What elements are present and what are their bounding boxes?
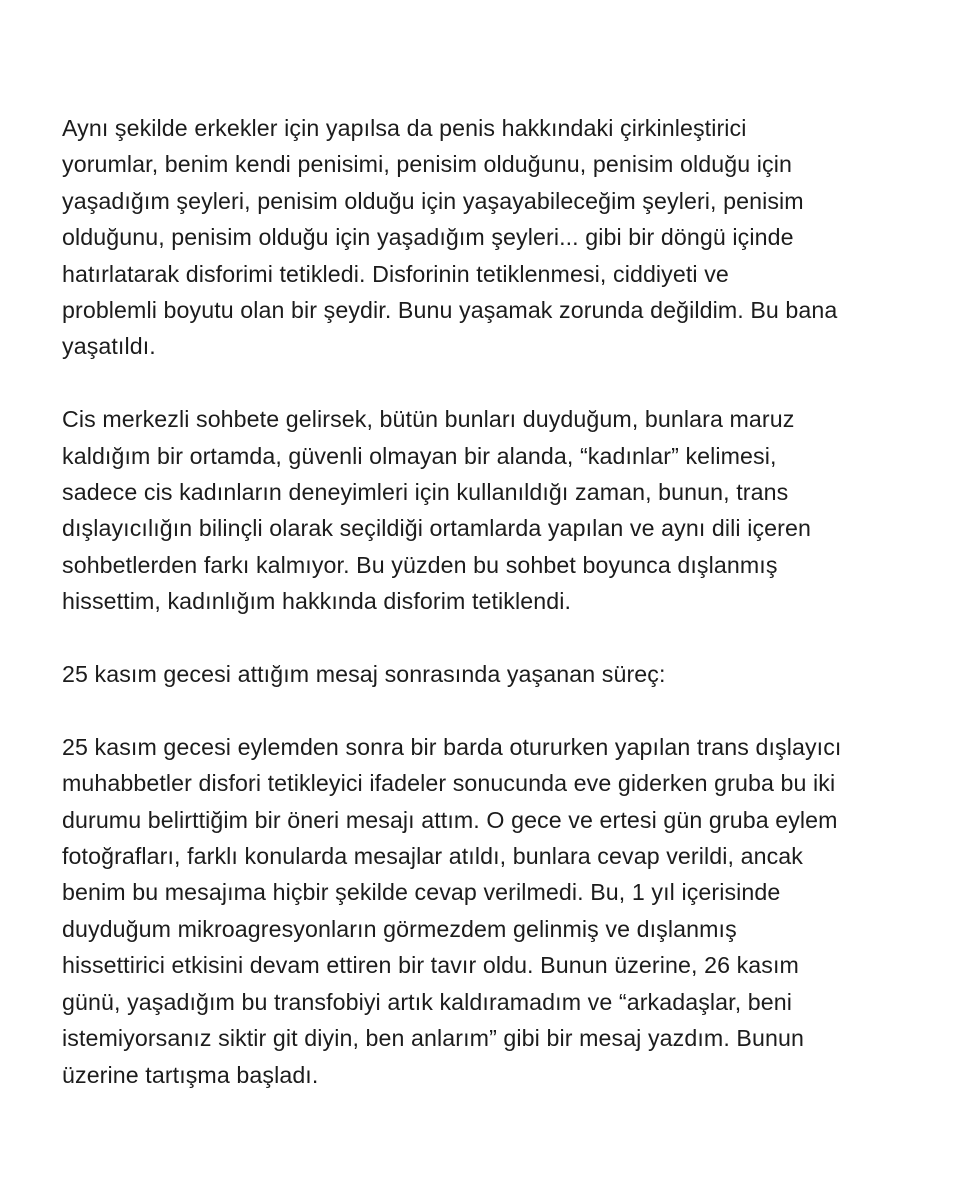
text-line: problemli boyutu olan bir şeydir. Bunu yaşamak zorunda değildim. Bu bana <box>62 297 838 324</box>
text-line: yaşadığım şeyleri, penisim olduğu için yaşayabileceğim şeyleri, penisim <box>62 187 804 214</box>
paragraph-disphoria-penis <box>62 110 960 365</box>
text-line: hatırlatarak disforimi tetikledi. Disforinin tetiklenmesi, ciddiyeti ve <box>62 260 729 287</box>
text-line: muhabbetler disfori tetikleyici ifadeler sonucunda eve giderken gruba bu iki <box>62 770 836 797</box>
text-line: duyduğum mikroagresyonların görmezdem gelinmiş ve dışlanmış <box>62 915 737 942</box>
text-line: yorumlar, benim kendi penisimi, penisim olduğunu, penisim olduğu için <box>62 151 792 178</box>
paragraph-november-25 <box>62 729 960 1093</box>
paragraph-cis-centered-chat <box>62 401 960 619</box>
paragraph-gap <box>62 365 960 401</box>
text-line: kaldığım bir ortamda, güvenli olmayan bir alanda, “kadınlar” kelimesi, <box>62 442 777 469</box>
section-heading-process <box>62 656 960 692</box>
text-line: dışlayıcılığın bilinçli olarak seçildiği ortamlarda yapılan ve aynı dili içeren <box>62 515 811 542</box>
paragraph-gap <box>62 692 960 728</box>
text-line: günü, yaşadığım bu transfobiyi artık kaldıramadım ve “arkadaşlar, beni <box>62 988 793 1015</box>
text-line: 25 kasım gecesi attığım mesaj sonrasında yaşanan süreç: <box>62 661 666 688</box>
text-line: Aynı şekilde erkekler için yapılsa da penis hakkındaki çirkinleştirici <box>62 115 747 141</box>
text-line: Cis merkezli sohbete gelirsek, bütün bunları duyduğum, bunlara maruz <box>62 406 795 433</box>
text-line: hissettim, kadınlığım hakkında disforim tetiklendi. <box>62 588 571 615</box>
paragraph-gap <box>62 620 960 656</box>
text-line: olduğunu, penisim olduğu için yaşadığım şeyleri... gibi bir döngü içinde <box>62 224 794 251</box>
text-line: sohbetlerden farkı kalmıyor. Bu yüzden bu sohbet boyunca dışlanmış <box>62 551 778 578</box>
text-line: hissettirici etkisini devam ettiren bir tavır oldu. Bunun üzerine, 26 kasım <box>62 952 799 979</box>
text-line: fotoğrafları, farklı konularda mesajlar atıldı, bunlara cevap verildi, ancak <box>62 843 803 870</box>
text-line: durumu belirttiğim bir öneri mesajı attım. O gece ve ertesi gün gruba eylem <box>62 806 838 833</box>
text-line: 25 kasım gecesi eylemden sonra bir barda otururken yapılan trans dışlayıcı <box>62 733 842 760</box>
text-line: benim bu mesajıma hiçbir şekilde cevap verilmedi. Bu, 1 yıl içerisinde <box>62 879 781 906</box>
text-line: sadece cis kadınların deneyimleri için kullanıldığı zaman, bunun, trans <box>62 479 789 506</box>
text-line: yaşatıldı. <box>62 333 156 360</box>
text-line: üzerine tartışma başladı. <box>62 1061 319 1088</box>
text-line: istemiyorsanız siktir git diyin, ben anlarım” gibi bir mesaj yazdım. Bunun <box>62 1025 804 1052</box>
